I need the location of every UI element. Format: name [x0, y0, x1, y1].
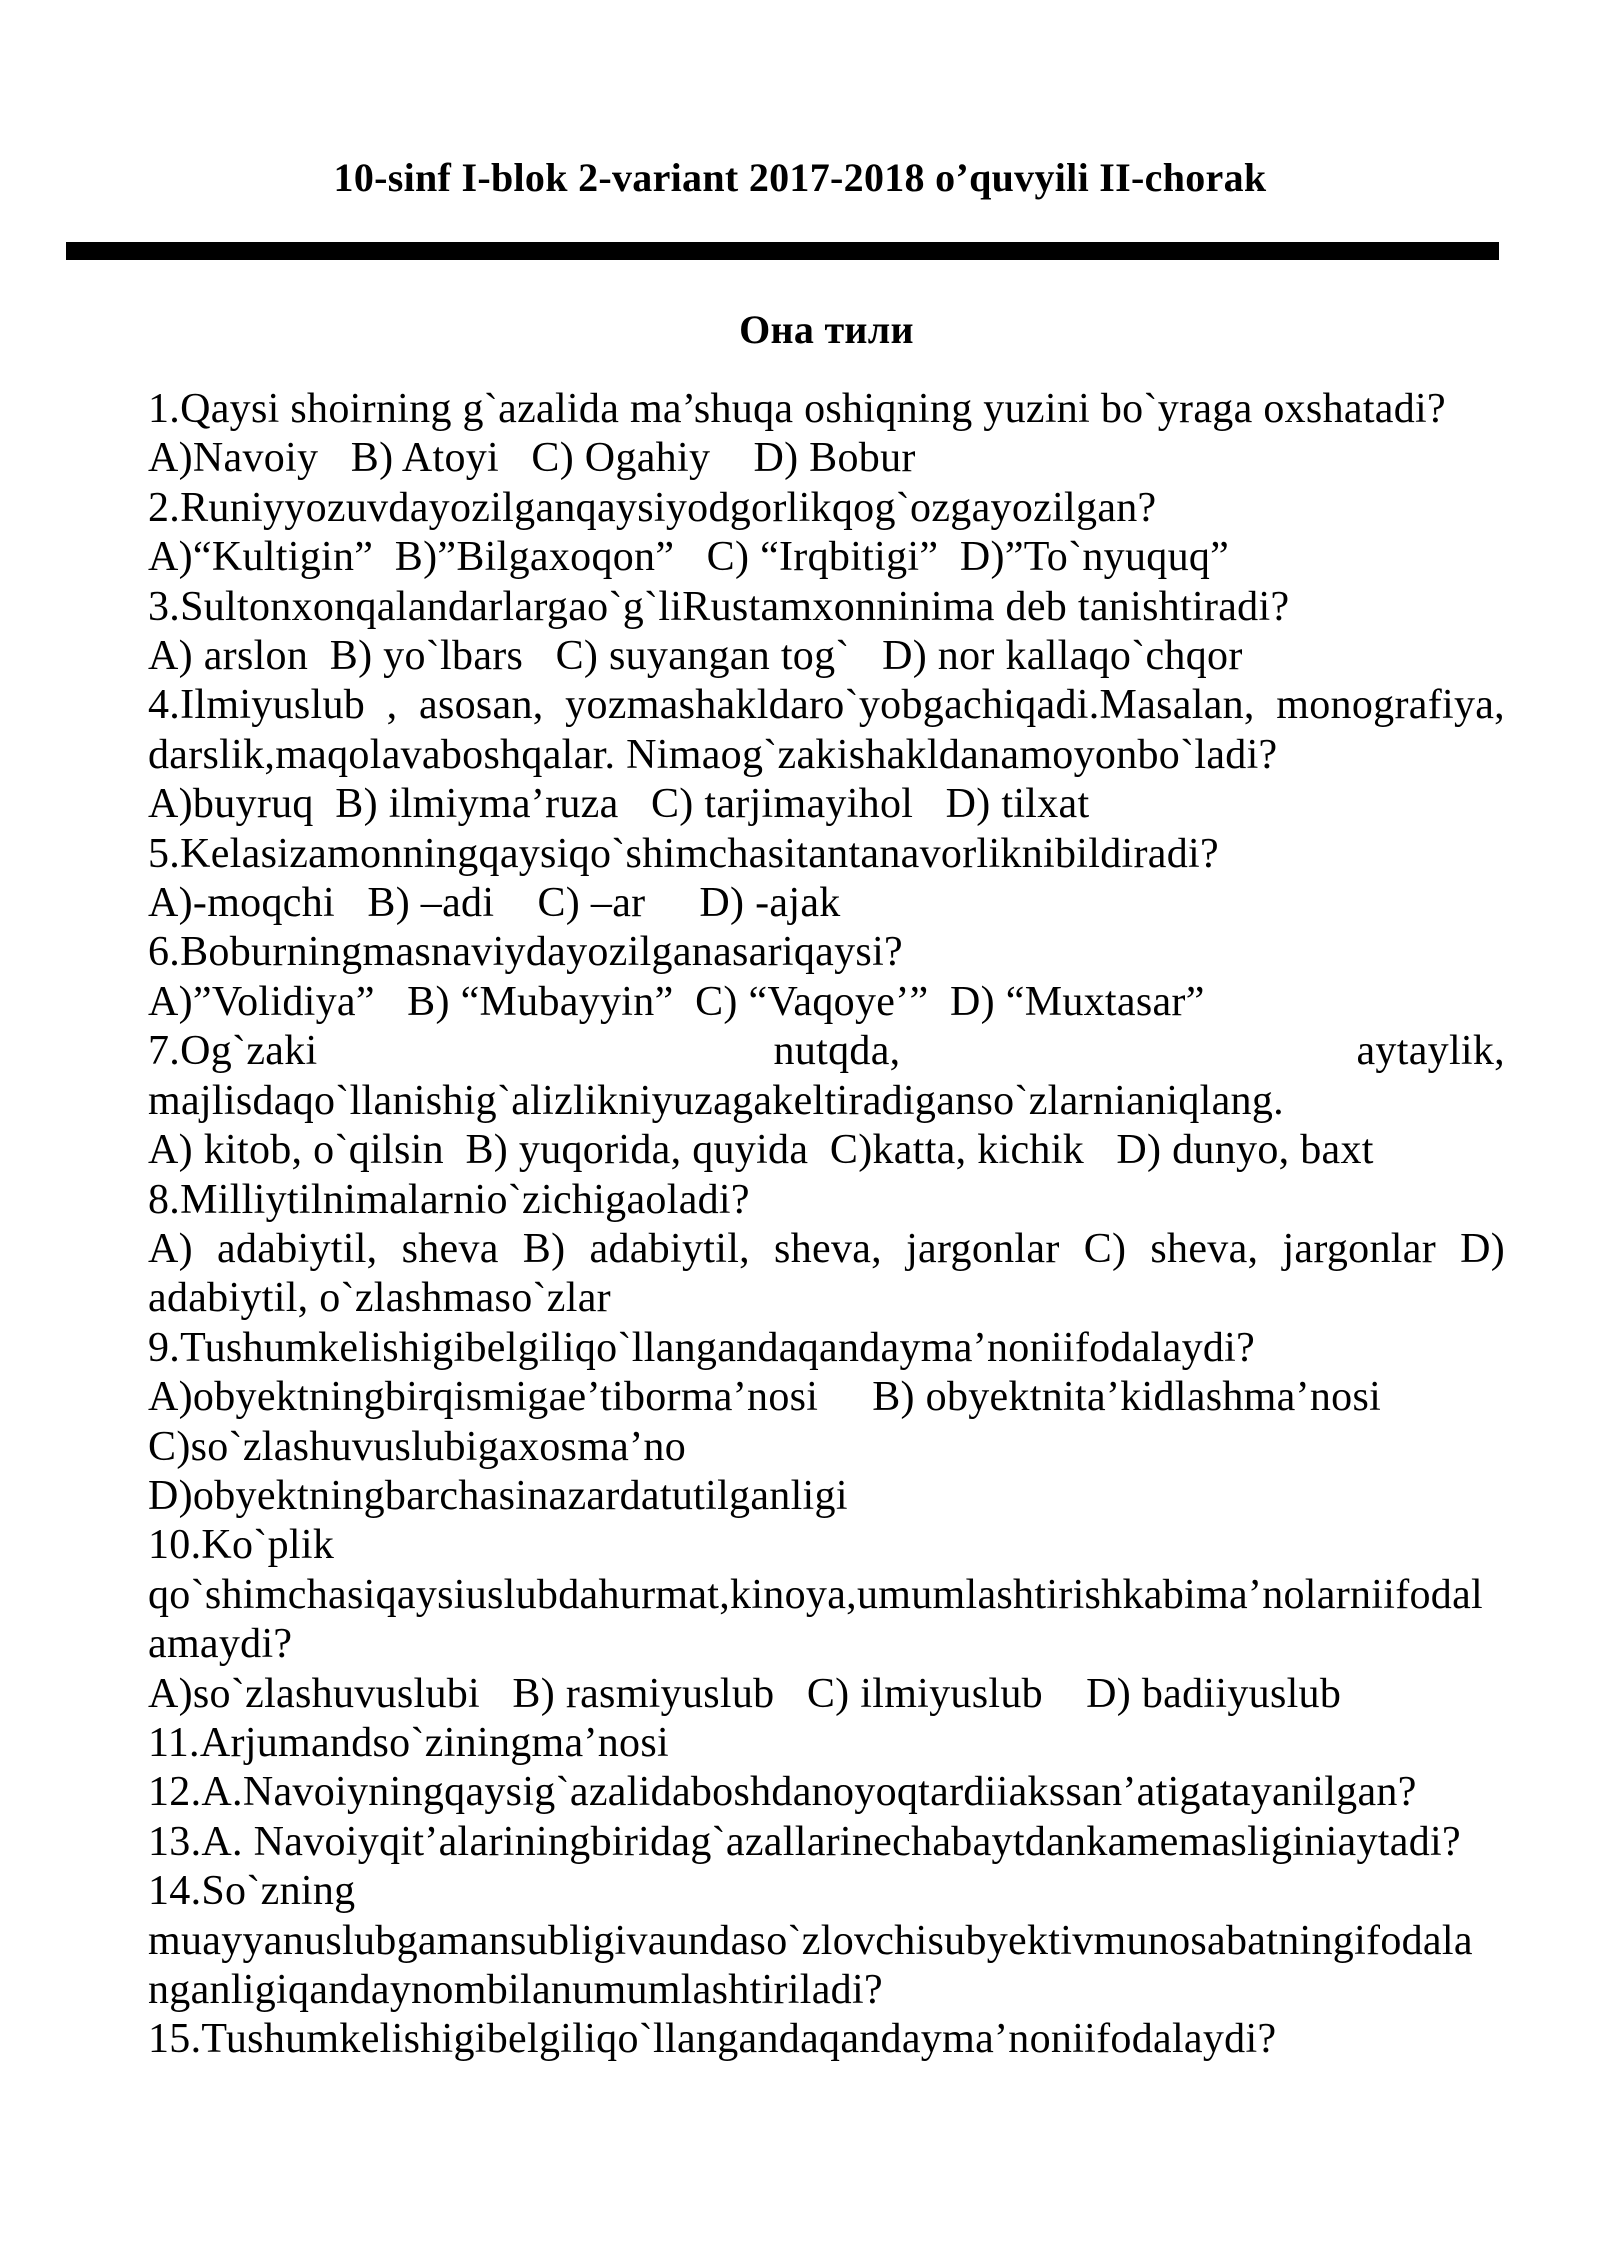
text-line: C)so`zlashuvuslubigaxosma’no [148, 1423, 686, 1470]
text-line: 12.A.Navoiyningqaysig`azalidaboshdanoyoqtardiiakssan’atigatayanilgan? [148, 1769, 1417, 1816]
text-line: 9.Tushumkelishigibelgiliqo`llangandaqandayma’noniifodalaydi? [148, 1324, 1256, 1371]
text-line: A)-moqchi B) –adi C) –ar D) -ajak [148, 880, 841, 927]
text-line: 5.Kelasizamonningqaysiqo`shimchasitantanavorliknibildiradi? [148, 830, 1219, 877]
text-line: A)buyruq B) ilmiyma’ruza C) tarjimayihol D) tilxat [148, 781, 1090, 828]
text-line: 3.Sultonxonqalandarlargao`g`liRustamxonninima deb tanishtiradi? [148, 583, 1290, 630]
text-line: A) adabiytil, sheva B) adabiytil, sheva, jargonlar C) sheva, jargonlar D) [148, 1225, 1505, 1272]
page-title: 10-sinf I-blok 2-variant 2017-2018 o’quvyili II-chorak [333, 155, 1267, 200]
text-line: 15.Tushumkelishigibelgiliqo`llangandaqandayma’noniifodalaydi? [148, 2016, 1277, 2063]
text-line: A)so`zlashuvuslubi B) rasmiyuslub C) ilmiyuslub D) badiiyuslub [148, 1670, 1342, 1717]
divider-rule [66, 242, 1499, 260]
text-line: 11.Arjumandso`ziningma’nosi [148, 1719, 669, 1766]
text-line: A)Navoiy B) Atoyi C) Ogahiy D) Bobur [148, 435, 916, 482]
text-line: nganligiqandaynombilanumumlashtiriladi? [148, 1967, 883, 2013]
text-line: D)obyektningbarchasinazardatutilganligi [148, 1472, 848, 1519]
text-line: amaydi? [148, 1621, 293, 1668]
text-line: A)“Kultigin” B)”Bilgaxoqon” C) “Irqbitigi” D)”To`nyuquq” [148, 534, 1230, 581]
text-line: 4.Ilmiyuslub , asosan, yozmashakldaro`yobgachiqadi.Masalan, monografiya, [148, 682, 1505, 729]
text-line: majlisdaqo`llanishig`alizlikniyuzagakeltiradiganso`zlarnianiqlang. [148, 1077, 1284, 1124]
text-line: adabiytil, o`zlashmaso`zlar [148, 1275, 611, 1322]
text-line: qo`shimchasiqaysiuslubdahurmat,kinoya,umumlashtirishkabima’nolarniifodal [148, 1571, 1484, 1618]
text-line: A)”Volidiya” B) “Mubayyin” C) “Vaqoye’” D) “Muxtasar” [148, 978, 1205, 1025]
text-line: darslik,maqolavaboshqalar. Nimaog`zakishakldanamoyonbo`ladi? [148, 731, 1278, 778]
text-line: 10.Ko`plik [148, 1522, 335, 1569]
text-line: 13.A. Navoiyqit’alariningbiridag`azallarinechabaytdankamemasliginiaytadi? [148, 1818, 1461, 1865]
text-line: 2.Runiyyozuvdayozilganqaysiyodgorlikqog`ozgayozilgan? [148, 484, 1157, 531]
text-line: A)obyektningbirqismigae’tiborma’nosi B) obyektnita’kidlashma’nosi [148, 1374, 1382, 1421]
text-line: 7.Og`zaki nutqda, aytaylik, [148, 1028, 1505, 1075]
text-line: 8.Milliytilnimalarnio`zichigaoladi? [148, 1176, 750, 1223]
text-line: 1.Qaysi shoirning g`azalida ma’shuqa oshiqning yuzini bo`yraga oxshatadi? [148, 386, 1446, 432]
question-text-block [148, 385, 1505, 2065]
text-line: 14.So`zning [148, 1868, 356, 1915]
text-line: muayyanuslubgamansubligivaundaso`zlovchisubyektivmunosabatningifodala [148, 1917, 1473, 1964]
text-line: 6.Boburningmasnaviydayozilganasariqaysi? [148, 929, 903, 976]
subject-heading: Она тили [739, 307, 914, 352]
text-line: A) kitob, o`qilsin B) yuqorida, quyida C)katta, kichik D) dunyo, baxt [148, 1127, 1374, 1174]
text-line: A) arslon B) yo`lbars C) suyangan tog` D) nor kallaqo`chqor [148, 633, 1243, 680]
